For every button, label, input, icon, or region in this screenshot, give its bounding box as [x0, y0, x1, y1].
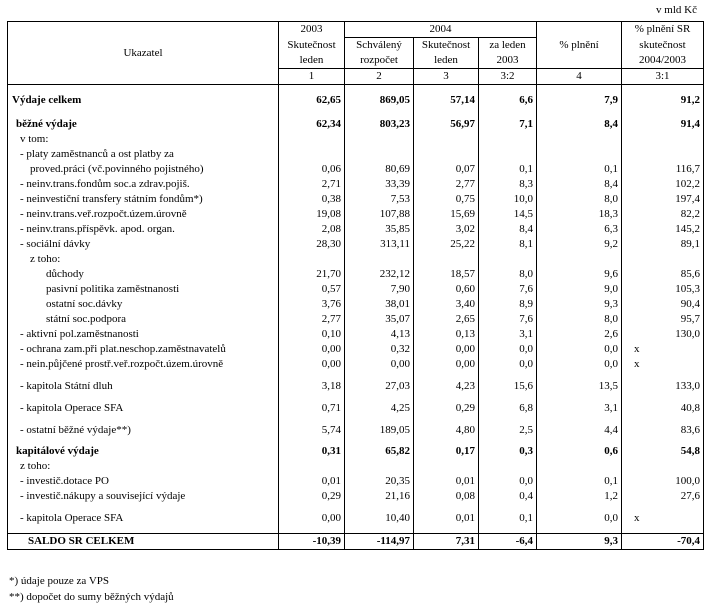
- row-value: 0,29: [414, 401, 479, 416]
- row-value: 54,8: [622, 444, 704, 459]
- row-value: 1,2: [537, 489, 622, 504]
- row-value: 0,3: [479, 444, 537, 459]
- row-value: [279, 252, 345, 267]
- row-value: 0,1: [537, 474, 622, 489]
- row-value: 18,57: [414, 267, 479, 282]
- row-value: 7,1: [479, 117, 537, 132]
- row-value: [345, 459, 414, 474]
- row-value: [479, 108, 537, 117]
- row-value: 10,40: [345, 511, 414, 526]
- row-value: 10,0: [479, 192, 537, 207]
- row-value: 8,0: [537, 312, 622, 327]
- row-label: - investič.nákupy a související výdaje: [8, 489, 279, 504]
- row-value: 62,65: [279, 93, 345, 108]
- header-col4-b: za leden: [479, 38, 537, 54]
- row-label: běžné výdaje: [8, 117, 279, 132]
- table-row: [8, 459, 704, 474]
- row-label: [8, 372, 279, 379]
- row-value: 8,3: [479, 177, 537, 192]
- row-value: 0,00: [345, 357, 414, 372]
- row-value: 4,80: [414, 423, 479, 438]
- row-value: [345, 372, 414, 379]
- row-value: [622, 459, 704, 474]
- table-row: [8, 252, 704, 267]
- table-row: [8, 444, 704, 459]
- header-col1-a: Skutečnost: [279, 38, 345, 54]
- row-label: - kapitola Operace SFA: [8, 401, 279, 416]
- row-value: 4,23: [414, 379, 479, 394]
- row-value: [345, 132, 414, 147]
- row-label: - nein.půjčené prostř.veř.rozpočt.územ.úrovně: [8, 357, 279, 372]
- row-value: 85,6: [622, 267, 704, 282]
- row-value: 8,1: [479, 237, 537, 252]
- row-label: důchody: [8, 267, 279, 282]
- row-value: [279, 372, 345, 379]
- row-value: 0,01: [279, 474, 345, 489]
- row-value: 38,01: [345, 297, 414, 312]
- row-value: 8,0: [479, 267, 537, 282]
- row-value: [622, 147, 704, 162]
- row-value: [414, 416, 479, 423]
- row-value: 27,03: [345, 379, 414, 394]
- header-col1-b: leden: [279, 53, 345, 69]
- row-value: [537, 132, 622, 147]
- row-value: [414, 108, 479, 117]
- table-row: [8, 132, 704, 147]
- row-label: - aktivní pol.zaměstnanosti: [8, 327, 279, 342]
- table-row: [8, 207, 704, 222]
- header-pct: % plnění: [537, 22, 622, 69]
- row-value: 9,6: [537, 267, 622, 282]
- row-value: [345, 108, 414, 117]
- header-col3-b: leden: [414, 53, 479, 69]
- header-num-2: 2: [345, 69, 414, 85]
- row-value: 33,39: [345, 177, 414, 192]
- table-row: [8, 192, 704, 207]
- table-row: [8, 342, 704, 357]
- header-indicator: Ukazatel: [8, 22, 279, 85]
- row-value: 7,90: [345, 282, 414, 297]
- row-value: 107,88: [345, 207, 414, 222]
- row-value: 13,5: [537, 379, 622, 394]
- row-value: [622, 526, 704, 534]
- header-num-6: 3:1: [622, 69, 704, 85]
- row-value: [622, 132, 704, 147]
- row-value: [479, 416, 537, 423]
- row-label: státní soc.podpora: [8, 312, 279, 327]
- row-label: z toho:: [8, 459, 279, 474]
- row-value: 0,0: [537, 342, 622, 357]
- row-value: x: [622, 511, 704, 526]
- footnote: **) dopočet do sumy běžných výdajů: [9, 591, 174, 603]
- row-value: 0,08: [414, 489, 479, 504]
- row-value: [414, 526, 479, 534]
- row-value: 5,74: [279, 423, 345, 438]
- row-value: 35,85: [345, 222, 414, 237]
- row-value: [622, 108, 704, 117]
- spacer-row: [8, 108, 704, 117]
- table-row: [8, 267, 704, 282]
- row-value: 4,25: [345, 401, 414, 416]
- row-value: 91,4: [622, 117, 704, 132]
- table-row: [8, 474, 704, 489]
- row-value: 15,6: [479, 379, 537, 394]
- row-value: 0,1: [537, 162, 622, 177]
- row-value: 8,4: [479, 222, 537, 237]
- row-value: [414, 147, 479, 162]
- row-value: 89,1: [622, 237, 704, 252]
- row-label: - neinvestiční transfery státním fondům*): [8, 192, 279, 207]
- row-value: [479, 85, 537, 93]
- row-value: 0,6: [537, 444, 622, 459]
- table-row: [8, 379, 704, 394]
- unit-label: v mld Kč: [656, 4, 697, 16]
- row-value: [279, 526, 345, 534]
- row-value: [345, 85, 414, 93]
- row-value: [279, 416, 345, 423]
- footnote: *) údaje pouze za VPS: [9, 575, 109, 587]
- row-value: 2,5: [479, 423, 537, 438]
- row-value: 90,4: [622, 297, 704, 312]
- row-value: 133,0: [622, 379, 704, 394]
- row-value: [537, 526, 622, 534]
- row-value: 0,71: [279, 401, 345, 416]
- header-num-1: 1: [279, 69, 345, 85]
- spacer-row: [8, 504, 704, 511]
- row-value: 9,3: [537, 297, 622, 312]
- row-value: 2,6: [537, 327, 622, 342]
- header-index-c: 2004/2003: [622, 53, 704, 69]
- row-value: 62,34: [279, 117, 345, 132]
- row-value: [414, 504, 479, 511]
- row-label: - neinv.trans.veř.rozpočt.územ.úrovně: [8, 207, 279, 222]
- table-row: [8, 423, 704, 438]
- row-label: - ostatní běžné výdaje**): [8, 423, 279, 438]
- row-value: [345, 394, 414, 401]
- row-value: 7,53: [345, 192, 414, 207]
- row-value: [279, 147, 345, 162]
- row-value: 7,6: [479, 282, 537, 297]
- row-value: [479, 252, 537, 267]
- row-value: 0,0: [479, 357, 537, 372]
- row-value: 2,77: [279, 312, 345, 327]
- total-value: -6,4: [479, 534, 537, 550]
- row-value: 0,00: [414, 342, 479, 357]
- row-value: [279, 132, 345, 147]
- header-col3-a: Skutečnost: [414, 38, 479, 54]
- row-value: [345, 416, 414, 423]
- spacer-row: [8, 416, 704, 423]
- row-value: 0,10: [279, 327, 345, 342]
- total-value: -114,97: [345, 534, 414, 550]
- row-value: 197,4: [622, 192, 704, 207]
- row-label: - platy zaměstnanců a ost platby za: [8, 147, 279, 162]
- row-value: 0,0: [537, 357, 622, 372]
- header-col2-a: Schválený: [345, 38, 414, 54]
- row-label: [8, 394, 279, 401]
- row-value: 21,16: [345, 489, 414, 504]
- row-value: x: [622, 357, 704, 372]
- row-value: 3,1: [537, 401, 622, 416]
- row-value: [345, 147, 414, 162]
- row-value: 56,97: [414, 117, 479, 132]
- row-value: [479, 459, 537, 474]
- row-value: [345, 504, 414, 511]
- row-value: 27,6: [622, 489, 704, 504]
- row-value: 21,70: [279, 267, 345, 282]
- row-value: 869,05: [345, 93, 414, 108]
- row-value: 82,2: [622, 207, 704, 222]
- row-label: [8, 416, 279, 423]
- row-value: 0,17: [414, 444, 479, 459]
- header-num-5: 4: [537, 69, 622, 85]
- row-value: 20,35: [345, 474, 414, 489]
- row-value: 2,08: [279, 222, 345, 237]
- row-value: [414, 252, 479, 267]
- row-value: 0,0: [537, 511, 622, 526]
- row-value: [537, 394, 622, 401]
- footnotes: [9, 573, 174, 605]
- header-year-2004: 2004: [345, 22, 537, 38]
- table-row: [8, 222, 704, 237]
- row-value: [414, 459, 479, 474]
- row-value: 6,6: [479, 93, 537, 108]
- row-value: [479, 147, 537, 162]
- row-value: 4,13: [345, 327, 414, 342]
- table-row: [8, 401, 704, 416]
- row-value: 6,3: [537, 222, 622, 237]
- row-label: - neinv.trans.fondům soc.a zdrav.pojiš.: [8, 177, 279, 192]
- row-value: [479, 132, 537, 147]
- row-value: [279, 108, 345, 117]
- row-value: 14,5: [479, 207, 537, 222]
- row-value: 0,00: [279, 342, 345, 357]
- spacer-row: [8, 372, 704, 379]
- row-value: 9,0: [537, 282, 622, 297]
- row-value: [279, 504, 345, 511]
- row-value: 145,2: [622, 222, 704, 237]
- header-num-3: 3: [414, 69, 479, 85]
- row-value: 0,32: [345, 342, 414, 357]
- row-value: [279, 459, 345, 474]
- row-label: - investič.dotace PO: [8, 474, 279, 489]
- row-value: x: [622, 342, 704, 357]
- total-value: -10,39: [279, 534, 345, 550]
- row-value: 0,1: [479, 162, 537, 177]
- row-value: 313,11: [345, 237, 414, 252]
- row-value: 91,2: [622, 93, 704, 108]
- table-row: [8, 93, 704, 108]
- row-value: [279, 85, 345, 93]
- row-value: [622, 85, 704, 93]
- row-value: 0,13: [414, 327, 479, 342]
- row-value: 3,40: [414, 297, 479, 312]
- total-value: 9,3: [537, 534, 622, 550]
- row-value: [479, 504, 537, 511]
- table-row: [8, 357, 704, 372]
- row-value: 0,00: [279, 511, 345, 526]
- row-label: v tom:: [8, 132, 279, 147]
- table-row: [8, 511, 704, 526]
- row-value: 80,69: [345, 162, 414, 177]
- row-value: 0,0: [479, 342, 537, 357]
- row-value: 35,07: [345, 312, 414, 327]
- row-value: [279, 394, 345, 401]
- row-value: 0,06: [279, 162, 345, 177]
- row-value: 7,9: [537, 93, 622, 108]
- row-value: [537, 147, 622, 162]
- header-col4-c: 2003: [479, 53, 537, 69]
- row-value: 116,7: [622, 162, 704, 177]
- row-value: 95,7: [622, 312, 704, 327]
- header-col4-a: % plnění SR: [622, 22, 704, 38]
- row-value: [479, 394, 537, 401]
- row-value: 3,1: [479, 327, 537, 342]
- table-row: [8, 489, 704, 504]
- row-value: 0,31: [279, 444, 345, 459]
- spacer-row: [8, 526, 704, 534]
- row-value: [414, 394, 479, 401]
- table-row: [8, 282, 704, 297]
- row-value: 100,0: [622, 474, 704, 489]
- row-value: 8,9: [479, 297, 537, 312]
- row-label: ostatní soc.dávky: [8, 297, 279, 312]
- table-row: [8, 237, 704, 252]
- row-value: 0,4: [479, 489, 537, 504]
- row-value: 0,38: [279, 192, 345, 207]
- row-value: [622, 372, 704, 379]
- row-value: 7,6: [479, 312, 537, 327]
- row-value: [345, 252, 414, 267]
- row-value: [537, 416, 622, 423]
- row-value: 3,76: [279, 297, 345, 312]
- row-label: [8, 85, 279, 93]
- row-label: - neinv.trans.příspěvk. apod. organ.: [8, 222, 279, 237]
- header-num-4: 3:2: [479, 69, 537, 85]
- row-label: - ochrana zam.při plat.neschop.zaměstnavatelů: [8, 342, 279, 357]
- row-label: Výdaje celkem: [8, 93, 279, 108]
- row-value: 102,2: [622, 177, 704, 192]
- row-value: [414, 132, 479, 147]
- row-value: 803,23: [345, 117, 414, 132]
- table-row: [8, 177, 704, 192]
- row-label: [8, 526, 279, 534]
- table-row: [8, 297, 704, 312]
- row-value: 15,69: [414, 207, 479, 222]
- row-value: 57,14: [414, 93, 479, 108]
- row-value: [537, 372, 622, 379]
- row-value: 19,08: [279, 207, 345, 222]
- row-value: [537, 504, 622, 511]
- header-year-2003: 2003: [279, 22, 345, 38]
- row-value: [622, 252, 704, 267]
- spacer-row: [8, 85, 704, 93]
- row-value: [537, 85, 622, 93]
- row-value: 4,4: [537, 423, 622, 438]
- header-col2-b: rozpočet: [345, 53, 414, 69]
- row-value: [479, 372, 537, 379]
- row-value: 2,65: [414, 312, 479, 327]
- row-label: - kapitola Státní dluh: [8, 379, 279, 394]
- table-row: [8, 327, 704, 342]
- table-row: [8, 162, 704, 177]
- row-label: - sociální dávky: [8, 237, 279, 252]
- row-value: [622, 504, 704, 511]
- row-value: 0,00: [279, 357, 345, 372]
- row-label: kapitálové výdaje: [8, 444, 279, 459]
- row-value: 83,6: [622, 423, 704, 438]
- row-value: 0,75: [414, 192, 479, 207]
- row-label: z toho:: [8, 252, 279, 267]
- row-value: [479, 526, 537, 534]
- row-value: 8,4: [537, 117, 622, 132]
- row-value: 3,18: [279, 379, 345, 394]
- row-value: [622, 416, 704, 423]
- spacer-row: [8, 394, 704, 401]
- row-value: 6,8: [479, 401, 537, 416]
- row-value: [414, 372, 479, 379]
- row-value: 0,60: [414, 282, 479, 297]
- row-value: 105,3: [622, 282, 704, 297]
- row-value: 65,82: [345, 444, 414, 459]
- row-value: [537, 252, 622, 267]
- table-body: [8, 85, 704, 534]
- row-label: [8, 108, 279, 117]
- row-value: 25,22: [414, 237, 479, 252]
- row-value: 40,8: [622, 401, 704, 416]
- total-label: SALDO SR CELKEM: [8, 534, 279, 550]
- table-row: [8, 147, 704, 162]
- total-value: -70,4: [622, 534, 704, 550]
- row-value: 0,57: [279, 282, 345, 297]
- row-value: 0,01: [414, 511, 479, 526]
- total-value: 7,31: [414, 534, 479, 550]
- row-value: 18,3: [537, 207, 622, 222]
- row-label: proved.práci (vč.povinného pojistného): [8, 162, 279, 177]
- row-label: [8, 504, 279, 511]
- total-row: [8, 534, 704, 550]
- row-value: 0,07: [414, 162, 479, 177]
- row-value: 0,29: [279, 489, 345, 504]
- budget-table: [7, 21, 704, 550]
- row-value: 130,0: [622, 327, 704, 342]
- row-value: [345, 526, 414, 534]
- row-value: 0,00: [414, 357, 479, 372]
- row-value: 28,30: [279, 237, 345, 252]
- row-value: 0,1: [479, 511, 537, 526]
- row-value: 0,0: [479, 474, 537, 489]
- row-value: 3,02: [414, 222, 479, 237]
- row-value: 189,05: [345, 423, 414, 438]
- row-value: 8,0: [537, 192, 622, 207]
- row-value: 2,71: [279, 177, 345, 192]
- row-label: - kapitola Operace SFA: [8, 511, 279, 526]
- row-value: [537, 459, 622, 474]
- table-row: [8, 312, 704, 327]
- row-value: [414, 85, 479, 93]
- table-row: [8, 117, 704, 132]
- row-value: 2,77: [414, 177, 479, 192]
- header-index-b: skutečnost: [622, 38, 704, 54]
- row-value: [537, 108, 622, 117]
- row-value: 8,4: [537, 177, 622, 192]
- row-value: 9,2: [537, 237, 622, 252]
- row-value: 0,01: [414, 474, 479, 489]
- row-value: 232,12: [345, 267, 414, 282]
- row-value: [622, 394, 704, 401]
- row-label: pasivní politika zaměstnanosti: [8, 282, 279, 297]
